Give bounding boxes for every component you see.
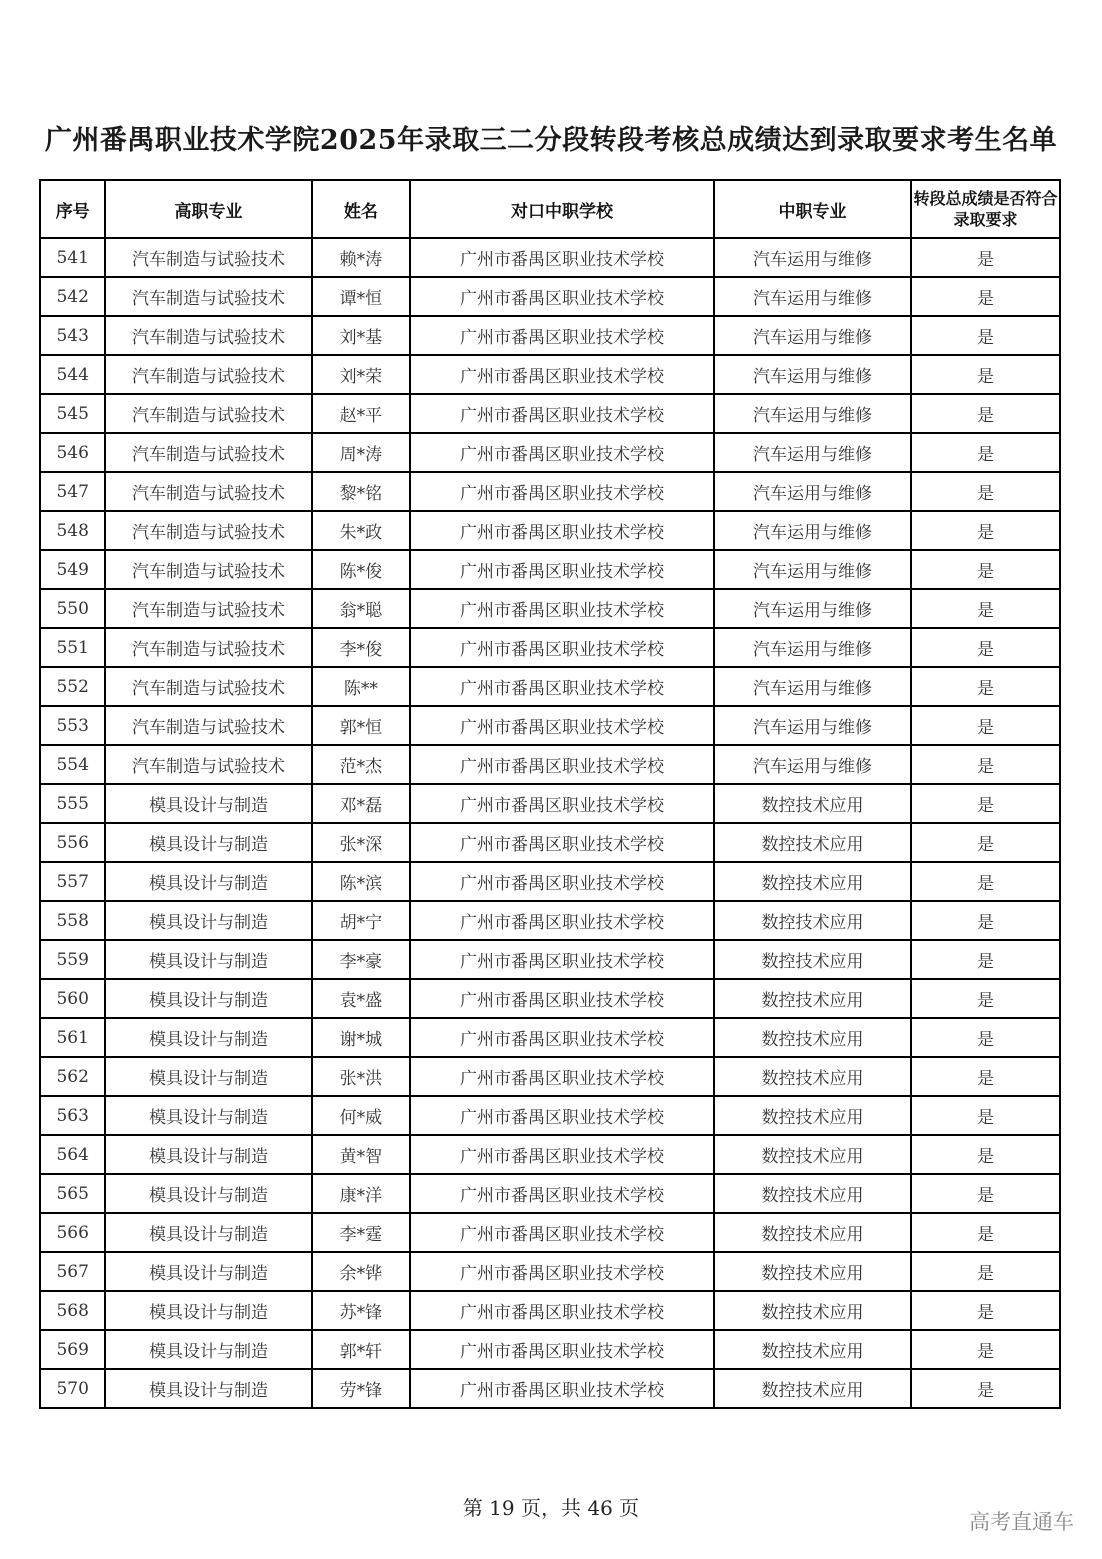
cell-secondary-major: 数控技术应用 <box>714 940 911 979</box>
cell-school: 广州市番禺区职业技术学校 <box>410 706 714 745</box>
cell-serial: 561 <box>40 1018 105 1057</box>
cell-name: 黄*智 <box>312 1135 411 1174</box>
cell-serial: 541 <box>40 238 105 277</box>
table-row <box>40 862 1060 901</box>
cell-name: 谢*城 <box>312 1018 411 1057</box>
cell-serial: 547 <box>40 472 105 511</box>
cell-major: 汽车制造与试验技术 <box>105 472 311 511</box>
cell-result: 是 <box>911 862 1060 901</box>
cell-major: 模具设计与制造 <box>105 1252 311 1291</box>
page-number: 第 19 页，共 46 页 <box>462 1496 640 1520</box>
cell-major: 模具设计与制造 <box>105 1213 311 1252</box>
cell-major: 汽车制造与试验技术 <box>105 433 311 472</box>
cell-secondary-major: 数控技术应用 <box>714 1213 911 1252</box>
cell-school: 广州市番禺区职业技术学校 <box>410 1057 714 1096</box>
cell-serial: 543 <box>40 316 105 355</box>
cell-serial: 569 <box>40 1330 105 1369</box>
cell-major: 汽车制造与试验技术 <box>105 745 311 784</box>
cell-name: 陈*滨 <box>312 862 411 901</box>
cell-school: 广州市番禺区职业技术学校 <box>410 1213 714 1252</box>
cell-result: 是 <box>911 433 1060 472</box>
cell-result: 是 <box>911 784 1060 823</box>
table-row <box>40 355 1060 394</box>
table-row <box>40 1291 1060 1330</box>
cell-result: 是 <box>911 706 1060 745</box>
cell-result: 是 <box>911 316 1060 355</box>
cell-major: 模具设计与制造 <box>105 1096 311 1135</box>
cell-major: 模具设计与制造 <box>105 784 311 823</box>
cell-name: 胡*宁 <box>312 901 411 940</box>
cell-serial: 565 <box>40 1174 105 1213</box>
cell-school: 广州市番禺区职业技术学校 <box>410 979 714 1018</box>
cell-name: 李*霆 <box>312 1213 411 1252</box>
cell-school: 广州市番禺区职业技术学校 <box>410 316 714 355</box>
table-row <box>40 979 1060 1018</box>
cell-result: 是 <box>911 1252 1060 1291</box>
cell-school: 广州市番禺区职业技术学校 <box>410 238 714 277</box>
cell-result: 是 <box>911 355 1060 394</box>
table-row <box>40 1252 1060 1291</box>
table-row <box>40 784 1060 823</box>
cell-secondary-major: 汽车运用与维修 <box>714 355 911 394</box>
cell-serial: 567 <box>40 1252 105 1291</box>
cell-school: 广州市番禺区职业技术学校 <box>410 862 714 901</box>
cell-secondary-major: 汽车运用与维修 <box>714 706 911 745</box>
cell-major: 模具设计与制造 <box>105 979 311 1018</box>
cell-school: 广州市番禺区职业技术学校 <box>410 277 714 316</box>
table-row <box>40 667 1060 706</box>
cell-school: 广州市番禺区职业技术学校 <box>410 823 714 862</box>
cell-school: 广州市番禺区职业技术学校 <box>410 394 714 433</box>
cell-secondary-major: 数控技术应用 <box>714 1369 911 1408</box>
cell-school: 广州市番禺区职业技术学校 <box>410 901 714 940</box>
table-row <box>40 1369 1060 1408</box>
cell-name: 李*豪 <box>312 940 411 979</box>
cell-school: 广州市番禺区职业技术学校 <box>410 1252 714 1291</box>
cell-secondary-major: 数控技术应用 <box>714 1135 911 1174</box>
cell-result: 是 <box>911 394 1060 433</box>
table-row <box>40 1135 1060 1174</box>
table-header-row <box>40 180 1060 238</box>
cell-secondary-major: 数控技术应用 <box>714 784 911 823</box>
cell-name: 苏*锋 <box>312 1291 411 1330</box>
cell-result: 是 <box>911 667 1060 706</box>
cell-serial: 558 <box>40 901 105 940</box>
table-row <box>40 823 1060 862</box>
cell-result: 是 <box>911 589 1060 628</box>
cell-serial: 555 <box>40 784 105 823</box>
table-row <box>40 550 1060 589</box>
cell-name: 陈** <box>312 667 411 706</box>
cell-major: 汽车制造与试验技术 <box>105 667 311 706</box>
cell-major: 模具设计与制造 <box>105 940 311 979</box>
cell-secondary-major: 数控技术应用 <box>714 1252 911 1291</box>
cell-major: 汽车制造与试验技术 <box>105 277 311 316</box>
cell-serial: 549 <box>40 550 105 589</box>
cell-secondary-major: 汽车运用与维修 <box>714 316 911 355</box>
cell-major: 汽车制造与试验技术 <box>105 628 311 667</box>
cell-school: 广州市番禺区职业技术学校 <box>410 1018 714 1057</box>
cell-school: 广州市番禺区职业技术学校 <box>410 784 714 823</box>
cell-major: 模具设计与制造 <box>105 901 311 940</box>
cell-result: 是 <box>911 823 1060 862</box>
cell-result: 是 <box>911 940 1060 979</box>
cell-major: 汽车制造与试验技术 <box>105 589 311 628</box>
cell-secondary-major: 数控技术应用 <box>714 901 911 940</box>
cell-major: 汽车制造与试验技术 <box>105 238 311 277</box>
cell-school: 广州市番禺区职业技术学校 <box>410 550 714 589</box>
cell-major: 模具设计与制造 <box>105 823 311 862</box>
header-school: 对口中职学校 <box>410 180 714 238</box>
cell-secondary-major: 汽车运用与维修 <box>714 550 911 589</box>
cell-name: 朱*政 <box>312 511 411 550</box>
cell-result: 是 <box>911 1213 1060 1252</box>
cell-serial: 550 <box>40 589 105 628</box>
cell-name: 余*铧 <box>312 1252 411 1291</box>
cell-name: 张*深 <box>312 823 411 862</box>
cell-name: 范*杰 <box>312 745 411 784</box>
cell-major: 汽车制造与试验技术 <box>105 316 311 355</box>
cell-result: 是 <box>911 1330 1060 1369</box>
cell-serial: 564 <box>40 1135 105 1174</box>
table-row <box>40 706 1060 745</box>
table-row <box>40 1018 1060 1057</box>
cell-name: 何*威 <box>312 1096 411 1135</box>
cell-serial: 557 <box>40 862 105 901</box>
cell-name: 刘*荣 <box>312 355 411 394</box>
cell-school: 广州市番禺区职业技术学校 <box>410 745 714 784</box>
cell-school: 广州市番禺区职业技术学校 <box>410 355 714 394</box>
cell-result: 是 <box>911 901 1060 940</box>
cell-major: 模具设计与制造 <box>105 1174 311 1213</box>
cell-school: 广州市番禺区职业技术学校 <box>410 628 714 667</box>
cell-result: 是 <box>911 238 1060 277</box>
admission-table <box>39 179 1061 1409</box>
cell-result: 是 <box>911 1096 1060 1135</box>
cell-secondary-major: 汽车运用与维修 <box>714 433 911 472</box>
table-row <box>40 1057 1060 1096</box>
cell-name: 邓*磊 <box>312 784 411 823</box>
table-row <box>40 1213 1060 1252</box>
table-row <box>40 1096 1060 1135</box>
cell-serial: 568 <box>40 1291 105 1330</box>
cell-secondary-major: 汽车运用与维修 <box>714 277 911 316</box>
cell-serial: 562 <box>40 1057 105 1096</box>
cell-result: 是 <box>911 1018 1060 1057</box>
cell-serial: 554 <box>40 745 105 784</box>
cell-major: 模具设计与制造 <box>105 1135 311 1174</box>
cell-result: 是 <box>911 550 1060 589</box>
cell-name: 郭*轩 <box>312 1330 411 1369</box>
cell-serial: 546 <box>40 433 105 472</box>
cell-name: 谭*恒 <box>312 277 411 316</box>
cell-name: 赖*涛 <box>312 238 411 277</box>
header-secondary-major: 中职专业 <box>714 180 911 238</box>
table-row <box>40 472 1060 511</box>
cell-name: 黎*铭 <box>312 472 411 511</box>
cell-school: 广州市番禺区职业技术学校 <box>410 1369 714 1408</box>
cell-result: 是 <box>911 1174 1060 1213</box>
document-title: 广州番禺职业技术学院2025年录取三二分段转段考核总成绩达到录取要求考生名单 <box>44 125 1058 156</box>
cell-secondary-major: 汽车运用与维修 <box>714 745 911 784</box>
cell-name: 康*洋 <box>312 1174 411 1213</box>
cell-major: 模具设计与制造 <box>105 1369 311 1408</box>
cell-name: 刘*基 <box>312 316 411 355</box>
table-row <box>40 316 1060 355</box>
cell-major: 汽车制造与试验技术 <box>105 355 311 394</box>
cell-secondary-major: 数控技术应用 <box>714 1057 911 1096</box>
cell-serial: 560 <box>40 979 105 1018</box>
header-serial: 序号 <box>40 180 105 238</box>
cell-serial: 556 <box>40 823 105 862</box>
cell-major: 汽车制造与试验技术 <box>105 706 311 745</box>
cell-serial: 563 <box>40 1096 105 1135</box>
cell-name: 李*俊 <box>312 628 411 667</box>
cell-name: 袁*盛 <box>312 979 411 1018</box>
cell-major: 模具设计与制造 <box>105 1018 311 1057</box>
cell-name: 陈*俊 <box>312 550 411 589</box>
cell-secondary-major: 数控技术应用 <box>714 823 911 862</box>
cell-school: 广州市番禺区职业技术学校 <box>410 667 714 706</box>
cell-major: 汽车制造与试验技术 <box>105 394 311 433</box>
cell-secondary-major: 汽车运用与维修 <box>714 394 911 433</box>
cell-result: 是 <box>911 1057 1060 1096</box>
cell-serial: 559 <box>40 940 105 979</box>
cell-secondary-major: 汽车运用与维修 <box>714 628 911 667</box>
cell-school: 广州市番禺区职业技术学校 <box>410 940 714 979</box>
cell-school: 广州市番禺区职业技术学校 <box>410 433 714 472</box>
cell-result: 是 <box>911 1291 1060 1330</box>
cell-school: 广州市番禺区职业技术学校 <box>410 1135 714 1174</box>
table-row <box>40 628 1060 667</box>
cell-school: 广州市番禺区职业技术学校 <box>410 472 714 511</box>
cell-result: 是 <box>911 745 1060 784</box>
table-row <box>40 901 1060 940</box>
cell-major: 汽车制造与试验技术 <box>105 550 311 589</box>
table-row <box>40 1330 1060 1369</box>
cell-school: 广州市番禺区职业技术学校 <box>410 1330 714 1369</box>
header-major: 高职专业 <box>105 180 311 238</box>
cell-result: 是 <box>911 628 1060 667</box>
header-name: 姓名 <box>312 180 411 238</box>
cell-serial: 548 <box>40 511 105 550</box>
cell-serial: 570 <box>40 1369 105 1408</box>
table-body <box>40 238 1060 1408</box>
cell-name: 张*洪 <box>312 1057 411 1096</box>
table-row <box>40 1174 1060 1213</box>
cell-secondary-major: 数控技术应用 <box>714 1096 911 1135</box>
cell-secondary-major: 数控技术应用 <box>714 979 911 1018</box>
cell-serial: 553 <box>40 706 105 745</box>
table-row <box>40 745 1060 784</box>
cell-result: 是 <box>911 1135 1060 1174</box>
cell-serial: 551 <box>40 628 105 667</box>
cell-major: 汽车制造与试验技术 <box>105 511 311 550</box>
cell-name: 周*涛 <box>312 433 411 472</box>
cell-serial: 552 <box>40 667 105 706</box>
cell-result: 是 <box>911 277 1060 316</box>
cell-secondary-major: 汽车运用与维修 <box>714 667 911 706</box>
table-row <box>40 238 1060 277</box>
cell-result: 是 <box>911 1369 1060 1408</box>
cell-secondary-major: 汽车运用与维修 <box>714 589 911 628</box>
cell-major: 模具设计与制造 <box>105 862 311 901</box>
table-row <box>40 277 1060 316</box>
cell-secondary-major: 汽车运用与维修 <box>714 511 911 550</box>
cell-serial: 566 <box>40 1213 105 1252</box>
cell-name: 赵*平 <box>312 394 411 433</box>
cell-major: 模具设计与制造 <box>105 1330 311 1369</box>
cell-serial: 542 <box>40 277 105 316</box>
cell-secondary-major: 数控技术应用 <box>714 1018 911 1057</box>
table-row <box>40 394 1060 433</box>
cell-name: 翁*聪 <box>312 589 411 628</box>
table-row <box>40 511 1060 550</box>
cell-name: 郭*恒 <box>312 706 411 745</box>
table-row <box>40 589 1060 628</box>
cell-secondary-major: 数控技术应用 <box>714 1330 911 1369</box>
cell-school: 广州市番禺区职业技术学校 <box>410 511 714 550</box>
cell-secondary-major: 汽车运用与维修 <box>714 472 911 511</box>
cell-major: 模具设计与制造 <box>105 1291 311 1330</box>
cell-result: 是 <box>911 511 1060 550</box>
watermark: 高考直通车 <box>969 1510 1074 1534</box>
cell-school: 广州市番禺区职业技术学校 <box>410 1291 714 1330</box>
cell-result: 是 <box>911 979 1060 1018</box>
cell-secondary-major: 数控技术应用 <box>714 1291 911 1330</box>
cell-name: 劳*锋 <box>312 1369 411 1408</box>
cell-major: 模具设计与制造 <box>105 1057 311 1096</box>
cell-school: 广州市番禺区职业技术学校 <box>410 1096 714 1135</box>
cell-secondary-major: 数控技术应用 <box>714 1174 911 1213</box>
table-row <box>40 940 1060 979</box>
cell-school: 广州市番禺区职业技术学校 <box>410 1174 714 1213</box>
cell-school: 广州市番禺区职业技术学校 <box>410 589 714 628</box>
cell-result: 是 <box>911 472 1060 511</box>
cell-secondary-major: 数控技术应用 <box>714 862 911 901</box>
cell-secondary-major: 汽车运用与维修 <box>714 238 911 277</box>
cell-serial: 545 <box>40 394 105 433</box>
cell-serial: 544 <box>40 355 105 394</box>
table-row <box>40 433 1060 472</box>
header-result: 转段总成绩是否符合录取要求 <box>911 180 1060 238</box>
